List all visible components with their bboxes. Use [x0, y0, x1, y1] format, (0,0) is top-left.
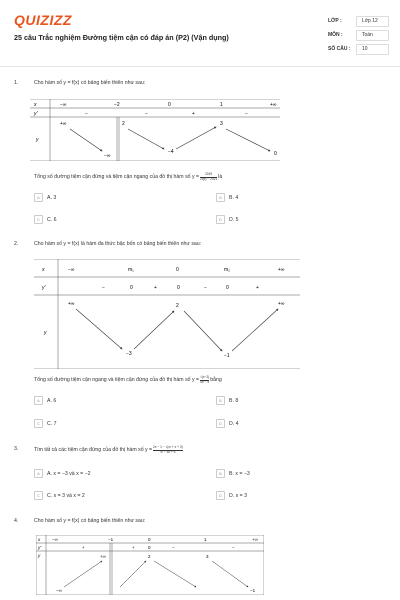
option-letter-box: A: [34, 469, 43, 478]
question-number: 4.: [14, 518, 19, 524]
sign: 0: [130, 285, 133, 291]
x-value: −∞: [60, 102, 67, 108]
sign: +: [192, 111, 195, 117]
option-a[interactable]: [34, 193, 56, 202]
option-letter-box: B: [216, 469, 225, 478]
option-a[interactable]: [34, 396, 56, 405]
row-label-y: y: [38, 553, 41, 558]
question-text: Cho hàm số y = f(x) có bảng biến thiên như sau:: [34, 80, 146, 86]
x-value: −∞: [52, 537, 58, 542]
prompt-text-end: bằng: [210, 377, 222, 384]
y-value: −1: [250, 588, 256, 593]
row-label-y: y: [44, 330, 47, 336]
y-value: 2: [176, 303, 179, 309]
meta-row-class: [328, 14, 389, 28]
y-value: 2: [122, 121, 125, 127]
y-value: 2: [148, 554, 151, 559]
sign: 0: [148, 545, 151, 550]
option-letter-box: C: [34, 215, 43, 224]
meta-label: MÔN :: [328, 32, 343, 38]
variation-table-2: [34, 259, 300, 374]
x-value: 0: [176, 267, 179, 273]
question-number: 1.: [14, 80, 19, 86]
meta-value: Toán: [356, 30, 389, 41]
meta-value: 10: [356, 44, 389, 55]
x-value: m₂: [224, 267, 231, 273]
x-value: 1: [204, 537, 207, 542]
fraction: $\frac{2019}{2f(x) - 2021}$: [200, 172, 218, 181]
row-label-x: x: [42, 267, 45, 273]
fraction: $\frac{√(x-2)}{\text{4f² − 9}}$: [200, 375, 210, 384]
row-label-x: x: [38, 537, 41, 542]
question-text: Cho hàm số y = f(x) có bảng biến thiên như sau:: [34, 518, 146, 524]
meta-label: SỐ CÂU :: [328, 46, 351, 52]
sign: −: [85, 111, 88, 117]
quizizz-logo: QUIZIZZ: [14, 12, 72, 28]
x-value: −∞: [68, 267, 75, 273]
option-letter-box: C: [34, 419, 43, 428]
page-title: 25 câu Trắc nghiệm Đường tiệm cận có đáp án (P2) (Vận dụng): [14, 33, 229, 42]
option-c[interactable]: [34, 491, 85, 500]
option-letter-box: D: [216, 215, 225, 224]
meta-value: Lớp 12: [356, 16, 389, 27]
sign: +: [82, 545, 85, 550]
x-value: 0: [148, 537, 151, 542]
sign: −: [145, 111, 148, 117]
row-label-yp: y': [38, 545, 42, 550]
option-text: D. 5: [229, 216, 239, 223]
option-text: D. x = 3: [229, 492, 248, 499]
y-value: +∞: [100, 554, 106, 559]
x-value: 0: [168, 102, 171, 108]
option-text: A. x = −3 và x = −2: [47, 470, 91, 477]
y-value: 3: [206, 554, 209, 559]
option-text: B. 4: [229, 194, 239, 201]
row-label-y: y: [36, 137, 39, 143]
option-c[interactable]: [34, 419, 57, 428]
row-label-yp: y': [34, 111, 38, 117]
sign: 0: [177, 285, 180, 291]
meta-row-count: [328, 42, 389, 56]
option-b[interactable]: [216, 469, 250, 478]
option-text: A. 6: [47, 397, 57, 404]
question-number: 2.: [14, 241, 19, 247]
option-d[interactable]: [216, 491, 247, 500]
x-value: +∞: [278, 267, 285, 273]
option-letter-box: D: [216, 419, 225, 428]
x-value: +∞: [252, 537, 258, 542]
meta-panel: [328, 14, 389, 56]
option-letter-box: D: [216, 491, 225, 500]
option-letter-box: B: [216, 396, 225, 405]
sign: +: [256, 285, 259, 291]
y-value: −4: [168, 149, 174, 155]
option-letter-box: C: [34, 491, 43, 500]
row-label-yp: y': [42, 285, 46, 291]
sign: −: [232, 545, 235, 550]
sign: −: [102, 285, 105, 291]
y-value: +∞: [60, 121, 67, 127]
sign: +: [154, 285, 157, 291]
y-value: −1: [224, 353, 230, 359]
prompt-text: Tổng số đường tiệm cận đứng và tiệm cận ngang của đồ thị hàm số y =: [34, 174, 200, 181]
option-letter-box: B: [216, 193, 225, 202]
variation-table-4: [36, 535, 264, 600]
x-value: 1: [220, 102, 223, 108]
y-value: +∞: [278, 301, 285, 307]
y-value: 0: [274, 151, 277, 157]
x-value: −2: [114, 102, 120, 108]
option-text: B. x = −3: [229, 470, 250, 477]
x-value: +∞: [270, 102, 277, 108]
option-text: B. 8: [229, 397, 239, 404]
row-label-x: x: [34, 102, 37, 108]
variation-table-1: [30, 99, 280, 166]
question-text: Tìm tất cả các tiệm cận đứng của đồ thị hàm số y =: [34, 447, 153, 454]
option-letter-box: A: [34, 193, 43, 202]
question-number: 3.: [14, 446, 19, 452]
sign: 0: [226, 285, 229, 291]
y-value: 3: [220, 121, 223, 127]
option-c[interactable]: [34, 215, 57, 224]
sign: −: [172, 545, 175, 550]
sign: −: [245, 111, 248, 117]
option-text: A. 3: [47, 194, 57, 201]
sign: −: [204, 285, 207, 291]
y-value: +∞: [68, 301, 75, 307]
option-text: D. 4: [229, 420, 239, 427]
option-text: C. 7: [47, 420, 57, 427]
sign: +: [132, 545, 135, 550]
question-text: Cho hàm số y = f(x) là hàm đa thức bậc bốn có bảng biến thiên như sau:: [34, 241, 202, 247]
x-value: −1: [108, 537, 114, 542]
header-divider: [0, 66, 400, 67]
meta-label: LỚP :: [328, 18, 342, 24]
y-value: −∞: [56, 588, 62, 593]
x-value: m₁: [128, 267, 134, 273]
option-b[interactable]: [216, 396, 238, 405]
y-value: −3: [126, 351, 132, 357]
option-d[interactable]: [216, 419, 239, 428]
fraction: $\frac{\text{2x − 1 − √(x² + x + 3)}}{\text{x² − 5x + 6}}$: [153, 445, 183, 454]
option-text: C. 6: [47, 216, 57, 223]
prompt-text: Tổng số đường tiệm cận ngang và tiệm cận đứng của đồ thị hàm số y =: [34, 377, 200, 384]
option-text: C. x = 3 và x = 2: [47, 492, 85, 499]
option-d[interactable]: [216, 215, 239, 224]
prompt-text-end: là: [218, 174, 223, 181]
option-letter-box: A: [34, 396, 43, 405]
option-b[interactable]: [216, 193, 238, 202]
option-a[interactable]: [34, 469, 91, 478]
y-value: −∞: [104, 153, 111, 159]
meta-row-subject: [328, 28, 389, 42]
